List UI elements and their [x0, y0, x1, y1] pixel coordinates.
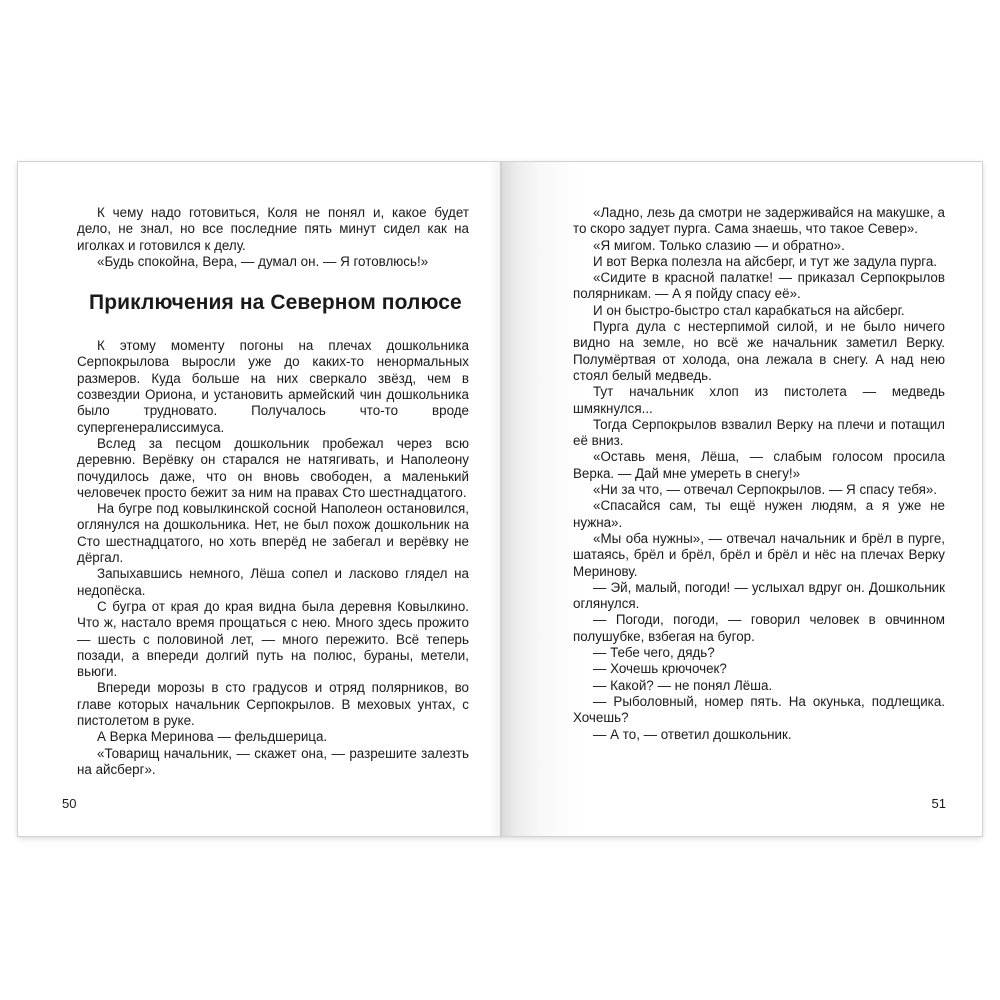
paragraph: Тут начальник хлоп из пистолета — медведь шмякнулся... [573, 384, 945, 416]
paragraph: — Хочешь крючочек? [593, 661, 727, 677]
paragraph: «Ни за что, — отвечал Серпокрылов. — Я спасу тебя». [593, 482, 938, 498]
paragraph: — Какой? — не понял Лёша. [593, 677, 773, 693]
paragraph: «Ладно, лезь да смотри не задерживайся на макушке, а то скоро задует пурга. Сама знаешь, что такое Север». [573, 205, 945, 237]
paragraph: И вот Верка полезла на айсберг, и тут же задула пурга. [593, 253, 938, 269]
left-page-text [77, 205, 469, 778]
paragraph: Пурга дула с нестерпимой силой, и не было ничего видно на земле, но всё же начальник заметил Верку. Полумёртвая от холода, она лежала в снегу. А над нею стоял белый медведь. [573, 319, 945, 383]
paragraph: Тогда Серпокрылов взвалил Верку на плечи и потащил её вниз. [573, 416, 945, 449]
paragraph: «Мы оба нужны», — отвечал начальник и брёл в пурге, шатаясь, брёл и брёл, брёл и брёл и нёс на плечах Верку Меринову. [573, 530, 945, 579]
paragraph: «Товарищ начальник, — скажет она, — разрешите залезть на айсберг». [77, 745, 469, 777]
paragraph: Вслед за песцом дошкольник пробежал через всю деревню. Верёвку он старался не натягивать, и Наполеону почудилось даже, что он вновь свободен, а маленький человечек просто бежит за ним на правах Сто шестнадцатого. [77, 435, 469, 500]
page-number-left: 50 [62, 796, 77, 811]
paragraph: К чему надо готовиться, Коля не понял и, какое будет дело, не знал, но все последние пять минут сидел как на иголках и готовился к делу. [77, 205, 469, 253]
paragraph: «Я мигом. Только слазию — и обратно». [593, 237, 845, 253]
right-page [500, 162, 982, 836]
paragraph: Впереди морозы в сто градусов и отряд полярников, во главе которых начальник Серпокрылов. В меховых унтах, с пистолетом в руке. [77, 680, 469, 729]
open-book [18, 162, 982, 836]
paragraph: «Оставь меня, Лёша, — слабым голосом просила Верка. — Дай мне умереть в снегу!» [573, 449, 945, 481]
paragraph: На бугре под ковылкинской сосной Наполеон остановился, оглянулся на дошкольника. Нет, не был похож дошкольник на Сто шестнадцатого, но хоть вперёд не забегал и верёвку не дёргал. [77, 501, 469, 566]
paragraph: Запыхавшись немного, Лёша сопел и ласково глядел на недопёска. [77, 566, 469, 598]
paragraph: — А то, — ответил дошкольник. [593, 726, 792, 742]
paragraph: К этому моменту погоны на плечах дошкольника Серпокрылова выросли уже до каких-то ненормальных размеров. Куда больше на них сверкало звёзд, чем в созвездии Ориона, и установить армейский чин дошкольника было трудновато. Получалось что-то вроде супергенералиссимуса. [77, 338, 469, 435]
paragraph: — Тебе чего, дядь? [593, 645, 715, 661]
paragraph: — Рыболовный, номер пять. На окунька, подлещика. Хочешь? [573, 693, 945, 726]
right-page-text [573, 205, 945, 743]
paragraph: — Эй, малый, погоди! — услыхал вдруг он. Дошкольник оглянулся. [573, 579, 945, 612]
paragraph: И он быстро-быстро стал карабкаться на айсберг. [593, 302, 905, 318]
left-page [18, 162, 500, 836]
paragraph: «Будь спокойна, Вера, — думал он. — Я готовлюсь!» [97, 253, 429, 269]
paragraph: А Верка Меринова — фельдшерица. [97, 729, 328, 745]
paragraph: С бугра от края до края видна была деревня Ковылкино. Что ж, настало время прощаться с нею. Много здесь прожито — шесть с половиной лет, — много пережито. Всё теперь позади, а впереди долгий путь на полюс, бураны, метели, вьюги. [77, 598, 469, 680]
paragraph: — Погоди, погоди, — говорил человек в овчинном полушубке, взбегая на бугор. [573, 612, 945, 644]
paragraph: «Спасайся сам, ты ещё нужен людям, а я уже не нужна». [573, 498, 945, 530]
page-number-right: 51 [931, 796, 946, 811]
chapter-heading: Приключения на Северном полюсе [89, 291, 462, 315]
paragraph: «Сидите в красной палатке! — приказал Серпокрылов полярникам. — А я пойду спасу её». [573, 270, 945, 302]
